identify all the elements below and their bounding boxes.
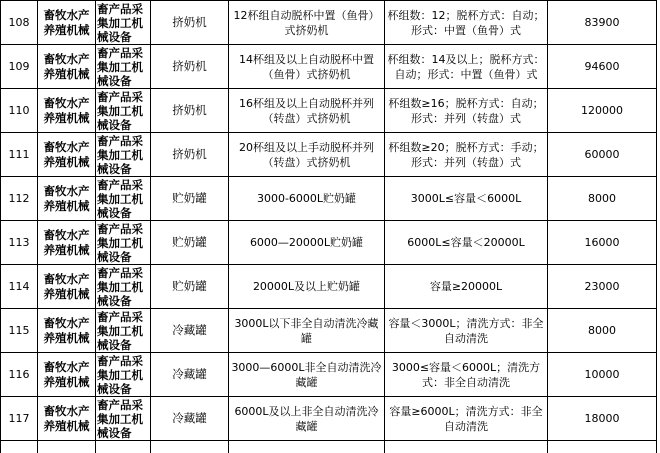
row-number: 111 — [1, 133, 38, 177]
table-row — [1, 221, 657, 265]
table-row — [1, 397, 657, 441]
row-number: 117 — [1, 397, 38, 441]
empty-cell — [1, 441, 38, 453]
empty-cell — [229, 441, 385, 453]
subcategory-cell: 畜产品采集加工机械设备 — [96, 221, 151, 265]
table-row — [1, 45, 657, 89]
params-cell: 杯组数≥16；脱杯方式：自动；形式：并列（转盘）式 — [385, 89, 548, 133]
amount-cell: 23000 — [548, 265, 657, 309]
category-cell: 畜牧水产养殖机械 — [38, 309, 96, 353]
table-body — [1, 1, 657, 453]
category-cell: 畜牧水产养殖机械 — [38, 353, 96, 397]
category-cell: 畜牧水产养殖机械 — [38, 221, 96, 265]
table-row — [1, 89, 657, 133]
table-row — [1, 1, 657, 45]
spec-cell: 16杯组及以上自动脱杯并列（转盘）式挤奶机 — [229, 89, 385, 133]
category-cell: 畜牧水产养殖机械 — [38, 397, 96, 441]
empty-cell — [385, 441, 548, 453]
amount-cell: 18000 — [548, 397, 657, 441]
product-cell: 挤奶机 — [151, 1, 229, 45]
table-row-cut-off — [1, 441, 657, 453]
empty-cell — [96, 441, 151, 453]
row-number: 108 — [1, 1, 38, 45]
product-cell: 冷藏罐 — [151, 353, 229, 397]
subcategory-cell: 畜产品采集加工机械设备 — [96, 89, 151, 133]
params-cell: 杯组数：12；脱杯方式：自动；形式：中置（鱼骨）式 — [385, 1, 548, 45]
empty-cell — [151, 441, 229, 453]
category-cell: 畜牧水产养殖机械 — [38, 133, 96, 177]
row-number: 113 — [1, 221, 38, 265]
amount-cell: 16000 — [548, 221, 657, 265]
spec-cell: 6000L及以上非全自动清洗冷藏罐 — [229, 397, 385, 441]
params-cell: 3000L≤容量＜6000L — [385, 177, 548, 221]
empty-cell — [548, 441, 657, 453]
table-row — [1, 353, 657, 397]
amount-cell: 60000 — [548, 133, 657, 177]
product-cell: 冷藏罐 — [151, 397, 229, 441]
row-number: 115 — [1, 309, 38, 353]
row-number: 112 — [1, 177, 38, 221]
params-cell: 容量≥20000L — [385, 265, 548, 309]
spec-cell: 20杯组及以上手动脱杯并列（转盘）式挤奶机 — [229, 133, 385, 177]
params-cell: 杯组数：14及以上；脱杯方式：自动；形式：中置（鱼骨）式 — [385, 45, 548, 89]
amount-cell: 8000 — [548, 309, 657, 353]
params-cell: 容量＜3000L；清洗方式：非全自动清洗 — [385, 309, 548, 353]
product-cell: 贮奶罐 — [151, 177, 229, 221]
table-row — [1, 177, 657, 221]
row-number: 114 — [1, 265, 38, 309]
category-cell: 畜牧水产养殖机械 — [38, 265, 96, 309]
subcategory-cell: 畜产品采集加工机械设备 — [96, 397, 151, 441]
amount-cell: 94600 — [548, 45, 657, 89]
params-cell: 6000L≤容量＜20000L — [385, 221, 548, 265]
subcategory-cell: 畜产品采集加工机械设备 — [96, 133, 151, 177]
row-number: 110 — [1, 89, 38, 133]
product-cell: 贮奶罐 — [151, 265, 229, 309]
spec-cell: 3000—6000L非全自动清洗冷藏罐 — [229, 353, 385, 397]
subcategory-cell: 畜产品采集加工机械设备 — [96, 309, 151, 353]
product-cell: 挤奶机 — [151, 133, 229, 177]
params-cell: 杯组数≥20；脱杯方式：手动；形式：并列（转盘）式 — [385, 133, 548, 177]
spec-cell: 12杯组自动脱杯中置（鱼骨）式挤奶机 — [229, 1, 385, 45]
table-row — [1, 309, 657, 353]
params-cell: 容量≥6000L；清洗方式：非全自动清洗 — [385, 397, 548, 441]
product-cell: 贮奶罐 — [151, 221, 229, 265]
spec-cell: 3000L以下非全自动清洗冷藏罐 — [229, 309, 385, 353]
subcategory-cell: 畜产品采集加工机械设备 — [96, 45, 151, 89]
subcategory-cell: 畜产品采集加工机械设备 — [96, 265, 151, 309]
product-cell: 挤奶机 — [151, 45, 229, 89]
subcategory-cell: 畜产品采集加工机械设备 — [96, 177, 151, 221]
product-cell: 冷藏罐 — [151, 309, 229, 353]
spec-cell: 20000L及以上贮奶罐 — [229, 265, 385, 309]
amount-cell: 120000 — [548, 89, 657, 133]
table-row — [1, 133, 657, 177]
table-row — [1, 265, 657, 309]
spec-cell: 3000-6000L贮奶罐 — [229, 177, 385, 221]
row-number: 116 — [1, 353, 38, 397]
empty-cell — [38, 441, 96, 453]
spec-cell: 14杯组及以上自动脱杯中置（鱼骨）式挤奶机 — [229, 45, 385, 89]
spec-cell: 6000—20000L贮奶罐 — [229, 221, 385, 265]
category-cell: 畜牧水产养殖机械 — [38, 1, 96, 45]
row-number: 109 — [1, 45, 38, 89]
amount-cell: 10000 — [548, 353, 657, 397]
subcategory-cell: 畜产品采集加工机械设备 — [96, 353, 151, 397]
category-cell: 畜牧水产养殖机械 — [38, 89, 96, 133]
subcategory-cell: 畜产品采集加工机械设备 — [96, 1, 151, 45]
category-cell: 畜牧水产养殖机械 — [38, 177, 96, 221]
params-cell: 3000≤容量＜6000L；清洗方式：非全自动清洗 — [385, 353, 548, 397]
amount-cell: 8000 — [548, 177, 657, 221]
product-cell: 挤奶机 — [151, 89, 229, 133]
category-cell: 畜牧水产养殖机械 — [38, 45, 96, 89]
amount-cell: 83900 — [548, 1, 657, 45]
